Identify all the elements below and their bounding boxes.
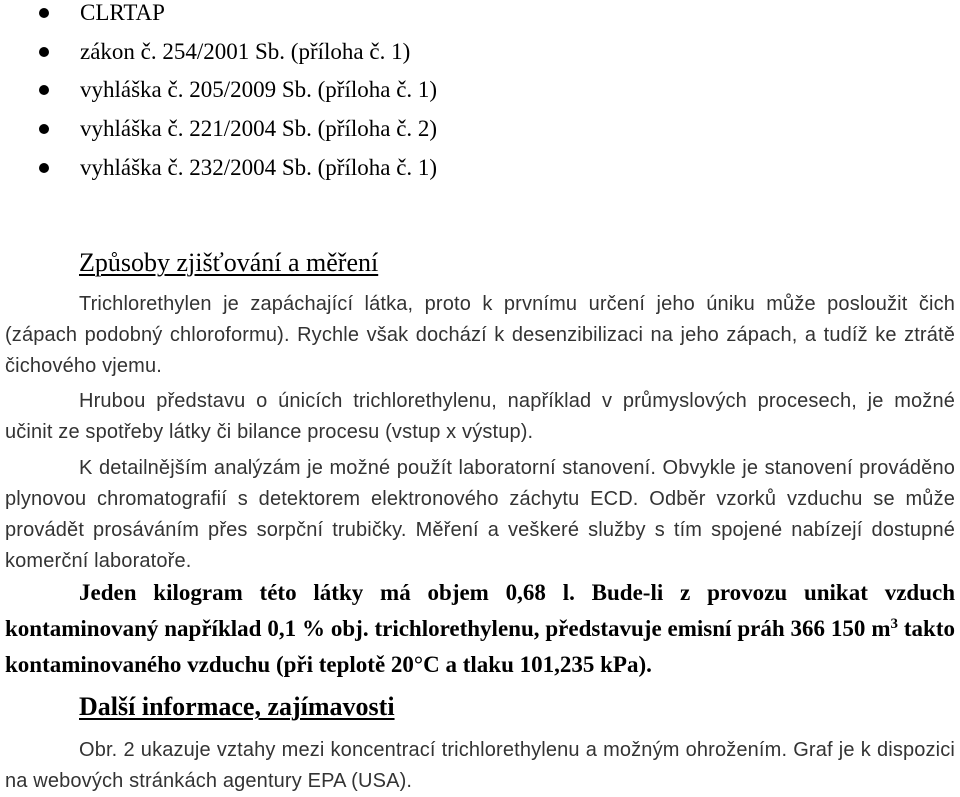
paragraph-detection-smell: Trichlorethylen je zapáchající látka, proto k prvnímu určení jeho úniku může posloužit čich (zápach podobný chloroformu). Rychle však dochází k desenzibilizaci na jeho zápach, a tudíž ke ztrátě čichového vjemu. bbox=[5, 293, 955, 377]
bullet-icon bbox=[39, 163, 49, 173]
paragraph-more-info: Obr. 2 ukazuje vztahy mezi koncentrací trichlorethylenu a možným ohrožením. Graf je k dispozici na webových stránkách agentury EPA (USA). bbox=[5, 739, 955, 792]
section-heading-more-info: Další informace, zajímavosti bbox=[79, 692, 395, 721]
bullet-icon bbox=[39, 47, 49, 57]
bullet-icon bbox=[39, 124, 49, 134]
list-item-text: zákon č. 254/2001 Sb. (příloha č. 1) bbox=[80, 39, 411, 64]
section-heading-detection: Způsoby zjišťování a měření bbox=[79, 248, 379, 277]
list-item bbox=[0, 77, 960, 114]
cubic-superscript: 3 bbox=[890, 616, 898, 632]
emission-text-start: Jeden kilogram této látky má objem 0,68 l. Bude-li z provozu unikat vzduch kontaminovaný například 0,1 % obj. trichlorethylenu, představuje emisní práh 366 150 m bbox=[5, 580, 955, 641]
list-item-text: vyhláška č. 205/2009 Sb. (příloha č. 1) bbox=[80, 77, 438, 102]
list-item-text: vyhláška č. 232/2004 Sb. (příloha č. 1) bbox=[80, 155, 438, 180]
list-item-text: vyhláška č. 221/2004 Sb. (příloha č. 2) bbox=[80, 116, 438, 141]
emission-text-end: takto kontaminovaného vzduchu (při teplotě 20°C a tlaku 101,235 kPa). bbox=[5, 616, 955, 677]
paragraph-detection-laboratory: K detailnějším analýzám je možné použít laboratorní stanovení. Obvykle je stanovení prováděno plynovou chromatografií s detektorem elektronového záchytu ECD. Odběr vzorků vzduchu se může provádět prosáváním přes sorpční trubičky. Měření a veškeré služby s tím spojené nabízejí dostupné komerční laboratoře. bbox=[5, 457, 955, 572]
bullet-icon bbox=[39, 8, 49, 18]
bullet-icon bbox=[39, 85, 49, 95]
list-item bbox=[0, 39, 960, 76]
list-item bbox=[0, 155, 960, 192]
paragraph-detection-estimate: Hrubou představu o únicích trichlorethylenu, například v průmyslových procesech, je možné učinit ze spotřeby látky či bilance procesu (vstup x výstup). bbox=[5, 390, 955, 443]
list-item bbox=[0, 116, 960, 153]
list-item-text: CLRTAP bbox=[80, 0, 165, 25]
paragraph-emission-threshold bbox=[5, 575, 955, 683]
list-item bbox=[0, 0, 960, 37]
